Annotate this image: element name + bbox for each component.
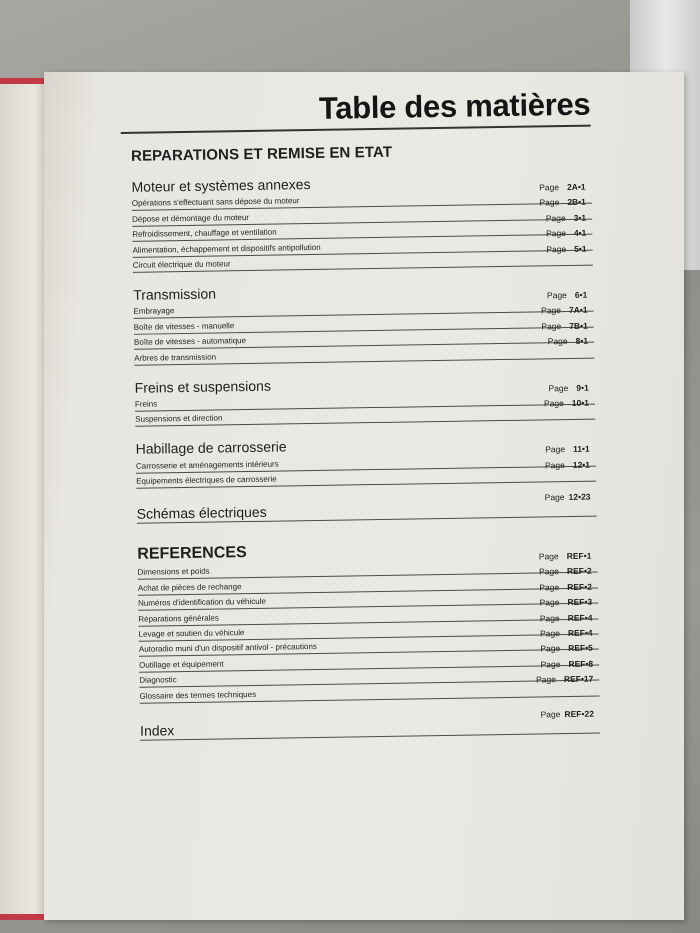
entry-page [546, 211, 586, 225]
page-word: Page [538, 551, 559, 562]
entry-page [541, 304, 588, 318]
entry-page [548, 381, 588, 395]
entry-page [539, 596, 592, 610]
left-page-edges [0, 84, 48, 914]
page-word: Page [540, 658, 561, 670]
page-number: 8•1 [575, 335, 589, 346]
page-number: REF•17 [563, 673, 594, 685]
group-title: Freins et suspensions [134, 377, 271, 396]
entry-page [546, 242, 586, 256]
toc-group [131, 172, 592, 273]
entry-page [540, 611, 593, 625]
page-number: REF•3 [567, 596, 593, 608]
entry-label: Alimentation, échappement et dispositifs antipollution [132, 242, 321, 255]
page-number: 5•1 [574, 243, 587, 254]
entry-label: Carrosserie et aménagements intérieurs [135, 459, 279, 471]
page-word: Page [539, 628, 560, 639]
page-word: Page [545, 228, 566, 239]
page-word: Page [539, 597, 560, 608]
entry-page [541, 708, 594, 719]
entry-label: Freins [134, 399, 158, 409]
page-word: Page [546, 243, 567, 254]
entry-page [544, 397, 589, 411]
page-number: REF•2 [567, 581, 592, 592]
page-number: REF•4 [567, 612, 593, 623]
entry-page [540, 642, 593, 656]
page-word: Page [539, 182, 560, 193]
section1-groups [121, 172, 596, 489]
page-word: Page [544, 459, 565, 471]
entry-label: Equipements électriques de carrosserie [136, 474, 277, 486]
entry-page [547, 289, 587, 303]
entry-label: Boîte de vitesses - manuelle [133, 320, 235, 332]
entry-label: Glossaire des termes techniques [139, 689, 257, 701]
page-number: REF•22 [564, 708, 594, 719]
entry-page [545, 458, 590, 472]
page-word: Page [535, 674, 556, 685]
page-number: 7B•1 [569, 320, 588, 331]
page-number: REF•2 [566, 566, 592, 577]
page-word: Page [546, 289, 567, 301]
entry-label: Boîte de vitesses - automatique [133, 336, 247, 347]
entry-page [548, 335, 588, 349]
entry-label: Refroidissement, chauffage et ventilation [132, 227, 277, 239]
entry-label: Opérations s'effectuant sans dépose du moteur [131, 196, 300, 209]
entry-page [539, 196, 586, 210]
entry-page [545, 443, 590, 457]
page-number: 7A•1 [568, 305, 588, 316]
page-number: 4•1 [573, 227, 587, 239]
page-number: 3•1 [573, 212, 587, 223]
page-word: Page [541, 305, 562, 316]
title-row [120, 81, 591, 134]
entry-label: Circuit électrique du moteur [132, 259, 231, 270]
entry-label: Embrayage [133, 306, 175, 317]
page-number: REF•4 [567, 627, 593, 639]
entry-page [539, 581, 592, 595]
page-number: REF•8 [568, 658, 594, 669]
toc-entry-schemas [136, 491, 597, 524]
page-number: 6•1 [574, 289, 588, 300]
page-word: Page [539, 197, 560, 208]
entry-page [545, 492, 591, 503]
entry-page [536, 673, 593, 687]
group-title: Transmission [133, 285, 217, 303]
toc-group [136, 434, 597, 489]
group-title: Habillage de carrosserie [135, 438, 287, 458]
page-word: Page [540, 643, 561, 654]
page-word: Page [547, 336, 568, 347]
entry-label: Dépose et démontage du moteur [131, 212, 250, 224]
page-word: Page [539, 582, 560, 593]
entry-label: Numéros d'identification du véhicule [138, 597, 266, 609]
entry-page [539, 550, 592, 564]
entry-label: Autoradio muni d'un dispositif antivol - précautions [138, 642, 317, 655]
page-number: 10•1 [571, 397, 590, 408]
page-word: Page [545, 212, 566, 224]
entry-label: Index [139, 721, 175, 739]
entry-page [540, 657, 593, 671]
page-word: Page [540, 708, 561, 720]
page-number: 11•1 [572, 443, 590, 455]
page-word: Page [539, 566, 560, 577]
entry-page [546, 227, 586, 241]
page-word: Page [543, 397, 564, 409]
page-word: Page [545, 444, 566, 455]
entry-page [541, 319, 588, 333]
section-heading-reparations: REPARATIONS ET REMISE EN ETAT [130, 143, 393, 165]
entry-label: Diagnostic [139, 675, 177, 685]
entry-label: Outillage et équipement [138, 659, 224, 670]
entry-label: Réparations générales [138, 613, 219, 624]
page-number: REF•1 [566, 550, 592, 562]
page-number: REF•5 [568, 643, 593, 654]
page-word: Page [539, 612, 560, 624]
page-number: 2B•1 [567, 197, 586, 208]
entry-label: Suspensions et direction [135, 413, 223, 425]
entry-label: Arbres de transmission [134, 352, 217, 363]
entry-label: Schémas électriques [136, 503, 267, 522]
page-title: Table des matières [318, 86, 591, 126]
toc-group [133, 280, 594, 366]
entry-page [539, 181, 586, 195]
page-number: 12•1 [572, 459, 591, 470]
entry-page [540, 627, 593, 641]
entry-label: Levage et soutien du véhicule [138, 628, 245, 639]
entry-label: Dimensions et poids [137, 567, 210, 578]
references-group [137, 539, 599, 704]
page-number: 9•1 [576, 382, 589, 393]
group-title: Moteur et systèmes annexes [131, 176, 311, 195]
entry-label: Achat de pièces de rechange [137, 582, 242, 593]
page-word: Page [541, 320, 562, 332]
entry-page [539, 565, 592, 579]
table-of-contents [120, 81, 600, 741]
page-number: 12•23 [568, 491, 591, 503]
page-word: Page [548, 382, 569, 393]
section-heading-references: REFERENCES [137, 544, 247, 563]
page-number: 2A•1 [566, 181, 586, 192]
toc-group [135, 372, 596, 427]
page-word: Page [544, 492, 565, 503]
